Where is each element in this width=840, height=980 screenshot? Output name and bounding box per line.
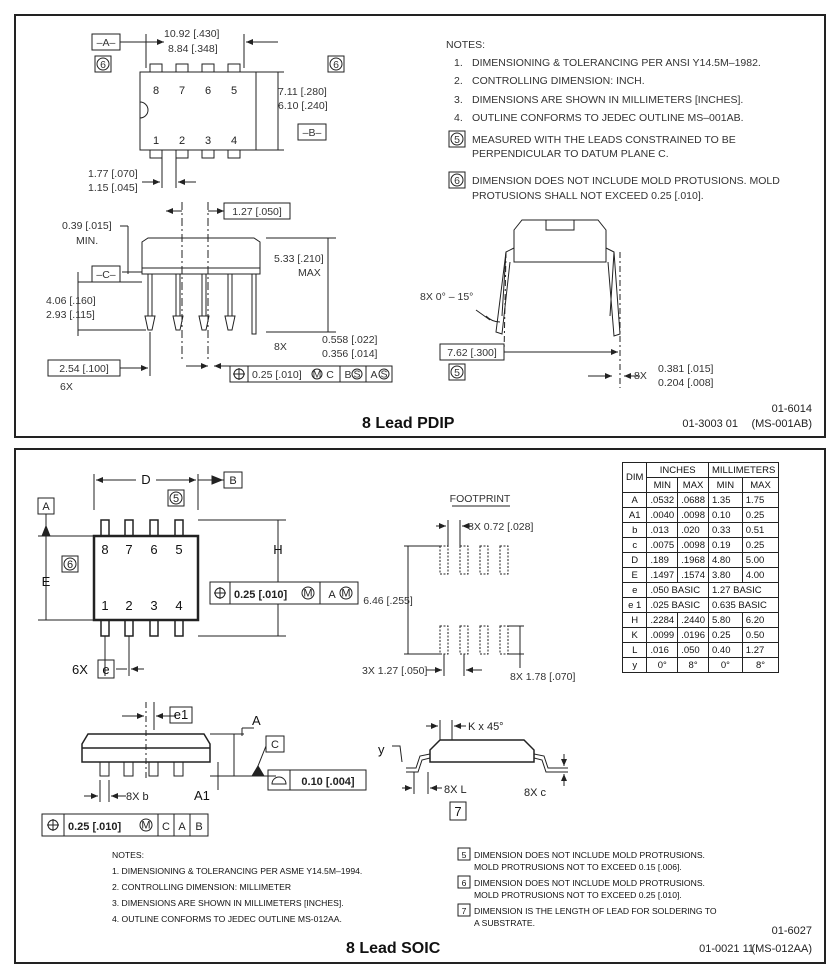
pdip-standoff: 0.39 [.015] <box>62 220 112 232</box>
table-cell: .1497 <box>647 568 678 583</box>
table-cell: .2284 <box>647 613 678 628</box>
soic-pin-6: 6 <box>150 542 158 557</box>
soic-pin-4: 4 <box>175 598 183 613</box>
soic-dim-d: D <box>141 472 151 487</box>
soic-note7-ref: 7 <box>454 804 462 819</box>
table-cell: .050 BASIC <box>647 583 709 598</box>
table-cell: .025 BASIC <box>647 598 709 613</box>
pdip-note-3: DIMENSIONS ARE SHOWN IN MILLIMETERS [INCHES]. <box>472 94 744 106</box>
pdip-note-4: OUTLINE CONFORMS TO JEDEC OUTLINE MS–001AB. <box>472 112 744 124</box>
table-cell: c <box>623 538 647 553</box>
soic-fp-width: 8X 0.72 [.028] <box>468 521 534 533</box>
table-cell: 0.50 <box>742 628 779 643</box>
soic-note6-ref: 6 <box>66 559 74 571</box>
pdip-fcf-m: M <box>312 368 322 381</box>
table-cell: .020 <box>678 523 709 538</box>
soic-pin-7: 7 <box>125 542 133 557</box>
pdip-wid-max: 7.11 [.280] <box>278 86 327 98</box>
soic-footprint-pads <box>440 546 508 654</box>
table-cell: .013 <box>647 523 678 538</box>
table-cell: .0098 <box>678 508 709 523</box>
table-cell: 8° <box>742 658 779 673</box>
soic-note-1: 1. DIMENSIONING & TOLERANCING PER ASME Y14.5M–1994. <box>112 866 363 876</box>
table-header-dim: DIM <box>623 463 647 493</box>
table-cell: 0.10 <box>708 508 742 523</box>
table-cell: .1574 <box>678 568 709 583</box>
soic-note-3: 3. DIMENSIONS ARE SHOWN IN MILLIMETERS [INCHES]. <box>112 898 344 908</box>
table-cell: H <box>623 613 647 628</box>
pdip-note-5: MEASURED WITH THE LEADS CONSTRAINED TO BE <box>472 134 736 146</box>
table-cell: y <box>623 658 647 673</box>
datum-c-label: –C– <box>96 269 116 281</box>
soic-fcf-bottom-b: B <box>195 821 203 833</box>
pdip-note-3-num: 3. <box>454 94 463 106</box>
note6-ref-right: 6 <box>333 59 339 71</box>
pdip-pin-5: 5 <box>230 85 238 97</box>
table-row <box>623 598 779 613</box>
soic-pin-8: 8 <box>101 542 109 557</box>
table-header-in-min: MIN <box>647 478 678 493</box>
soic-code-3: (MS-012AA) <box>751 943 812 955</box>
table-cell: D <box>623 553 647 568</box>
table-cell: 1.75 <box>742 493 779 508</box>
pdip-pitch: 1.27 [.050] <box>232 206 282 218</box>
table-cell: e 1 <box>623 598 647 613</box>
soic-side-note-7-num: 7 <box>461 906 467 916</box>
soic-fp-pitch: 3X 1.27 [.050] <box>362 665 428 677</box>
soic-side-note-7b: A SUBSTRATE. <box>474 918 535 928</box>
soic-fcf-top-tol: 0.25 [.010] <box>234 589 288 601</box>
soic-fp-len: 8X 1.78 [.070] <box>510 671 576 683</box>
pdip-code-1: 01-6014 <box>771 403 812 415</box>
pdip-pin-1: 1 <box>152 135 160 147</box>
pdip-thk-min: 0.204 [.008] <box>658 377 714 389</box>
table-cell: .0532 <box>647 493 678 508</box>
table-row <box>623 613 779 628</box>
table-cell: e <box>623 583 647 598</box>
table-cell: 1.27 <box>742 643 779 658</box>
table-cell: 5.00 <box>742 553 779 568</box>
soic-datum-b: B <box>229 475 237 487</box>
table-cell: A1 <box>623 508 647 523</box>
soic-8xc: 8X c <box>524 787 547 799</box>
soic-y: y <box>378 742 385 757</box>
pdip-top-leads <box>150 64 240 158</box>
table-cell: 6.20 <box>742 613 779 628</box>
soic-e1: e1 <box>173 707 189 722</box>
table-cell: .1968 <box>678 553 709 568</box>
soic-e-sym: e <box>102 662 110 677</box>
soic-fcf-top-m2: M <box>341 587 351 600</box>
table-cell: .2440 <box>678 613 709 628</box>
soic-fcf-bottom-a: A <box>178 821 186 833</box>
table-cell: 0.33 <box>708 523 742 538</box>
table-cell: 4.80 <box>708 553 742 568</box>
table-header-mm-min: MIN <box>708 478 742 493</box>
table-cell: K <box>623 628 647 643</box>
pdip-fcf-s1: S <box>353 368 361 381</box>
table-cell: 0.25 <box>742 538 779 553</box>
pdip-wid-min: 6.10 [.240] <box>278 100 328 112</box>
pdip-pad-min: 1.15 [.045] <box>88 182 138 194</box>
table-row <box>623 628 779 643</box>
table-cell: 0.25 <box>708 628 742 643</box>
soic-8xb: 8X b <box>126 791 149 803</box>
pdip-pad-max: 1.77 [.070] <box>88 168 138 180</box>
pdip-note-2: CONTROLLING DIMENSION: INCH. <box>472 75 645 87</box>
pdip-note-1-num: 1. <box>454 57 463 69</box>
pdip-title: 8 Lead PDIP <box>362 415 455 432</box>
pdip-height: 5.33 [.210] <box>274 253 324 265</box>
pdip-leadw-qty: 8X <box>274 341 287 353</box>
table-cell: .0196 <box>678 628 709 643</box>
table-row <box>623 493 779 508</box>
pdip-body-side-view <box>142 238 260 274</box>
pdip-note-5-num: 5 <box>454 134 460 146</box>
table-cell: 0.51 <box>742 523 779 538</box>
pdip-row-pitch: 2.54 [.100] <box>59 363 109 375</box>
table-cell: 0.40 <box>708 643 742 658</box>
soic-6x: 6X <box>72 662 88 677</box>
table-cell: 4.00 <box>742 568 779 583</box>
soic-side-note-5: DIMENSION DOES NOT INCLUDE MOLD PROTRUSIONS. <box>474 850 705 860</box>
soic-pin-5: 5 <box>175 542 183 557</box>
pdip-code-3: (MS-001AB) <box>751 418 812 430</box>
pdip-len-max: 10.92 [.430] <box>164 28 220 40</box>
pdip-note-6: DIMENSION DOES NOT INCLUDE MOLD PROTUSIONS. MOLD <box>472 175 780 187</box>
table-cell: L <box>623 643 647 658</box>
pdip-notes-heading: NOTES: <box>446 39 486 51</box>
soic-panel <box>14 448 826 964</box>
soic-dim-a: A <box>252 713 261 728</box>
table-row <box>623 538 779 553</box>
pdip-note-5b: PERPENDICULAR TO DATUM PLANE C. <box>472 148 669 160</box>
soic-fcf-top-m: M <box>303 587 313 600</box>
table-cell: 0° <box>708 658 742 673</box>
pdip-fcf-b: B <box>344 369 352 381</box>
pdip-notch <box>140 102 148 118</box>
soic-fcf-bottom-m: M <box>141 819 151 832</box>
soic-note-2: 2. CONTROLLING DIMENSION: MILLIMETER <box>112 882 292 892</box>
table-cell: 1.35 <box>708 493 742 508</box>
pdip-pin-4: 4 <box>230 135 238 147</box>
pdip-fcf-c: C <box>326 369 334 381</box>
soic-pin-3: 3 <box>150 598 158 613</box>
pdip-end-view <box>496 220 620 336</box>
soic-code-1: 01-6027 <box>771 925 812 937</box>
table-cell: .0075 <box>647 538 678 553</box>
pdip-standoff-min: MIN. <box>76 235 99 247</box>
pdip-fcf-s2: S <box>380 368 388 381</box>
table-header-mm: MILLIMETERS <box>708 463 778 478</box>
soic-flatness: 0.10 [.004] <box>301 776 355 788</box>
pdip-note-6-num: 6 <box>454 175 460 187</box>
pdip-row-spacing: 7.62 [.300] <box>447 347 497 359</box>
table-cell: 8° <box>678 658 709 673</box>
table-cell: 3.80 <box>708 568 742 583</box>
soic-side-note-6: DIMENSION DOES NOT INCLUDE MOLD PROTRUSIONS. <box>474 878 705 888</box>
soic-dim-a1: A1 <box>194 788 210 803</box>
soic-footprint-title: FOOTPRINT <box>449 493 511 505</box>
pdip-height-max: MAX <box>298 267 321 279</box>
pdip-note-6b: PROTUSIONS SHALL NOT EXCEED 0.25 [.010]. <box>472 190 704 202</box>
table-cell: .016 <box>647 643 678 658</box>
pdip-panel <box>14 14 826 438</box>
soic-top-leads <box>101 520 183 636</box>
table-cell: 5.80 <box>708 613 742 628</box>
pdip-pin-6: 6 <box>204 85 212 97</box>
table-cell: 0.19 <box>708 538 742 553</box>
pdip-lead-len-min: 2.93 [.115] <box>46 309 95 321</box>
pdip-leadw-max: 0.558 [.022] <box>322 334 378 346</box>
pdip-thk-qty: 8X <box>634 370 647 382</box>
soic-datum-a: A <box>42 501 50 513</box>
pdip-note-4-num: 4. <box>454 112 463 124</box>
pdip-row-qty: 6X <box>60 381 73 393</box>
table-header-mm-max: MAX <box>742 478 779 493</box>
soic-side-note-7: DIMENSION IS THE LENGTH OF LEAD FOR SOLDERING TO <box>474 906 717 916</box>
table-row <box>623 568 779 583</box>
soic-side-note-6b: MOLD PROTRUSIONS NOT TO EXCEED 0.25 [.010]. <box>474 890 682 900</box>
table-cell: .0099 <box>647 628 678 643</box>
table-cell: 0.25 <box>742 508 779 523</box>
soic-note5-ref: 5 <box>172 493 180 505</box>
table-cell: 0° <box>647 658 678 673</box>
table-row <box>623 643 779 658</box>
pdip-fcf-a: A <box>370 369 378 381</box>
soic-note-4: 4. OUTLINE CONFORMS TO JEDEC OUTLINE MS-012AA. <box>112 914 342 924</box>
table-cell: 1.27 BASIC <box>708 583 778 598</box>
soic-side-note-6-num: 6 <box>461 878 467 888</box>
table-cell: E <box>623 568 647 583</box>
soic-fcf-bottom-tol: 0.25 [.010] <box>68 821 122 833</box>
table-cell: .189 <box>647 553 678 568</box>
table-cell: .050 <box>678 643 709 658</box>
datum-a-label: –A– <box>96 37 116 49</box>
table-cell: 0.635 BASIC <box>708 598 778 613</box>
soic-dim-h: H <box>273 542 283 557</box>
soic-title: 8 Lead SOIC <box>346 940 441 957</box>
table-header-in-max: MAX <box>678 478 709 493</box>
soic-code-2: 01-0021 11 <box>699 943 754 955</box>
pdip-code-2: 01-3003 01 <box>682 418 738 430</box>
pdip-drawing <box>16 16 824 436</box>
table-cell: .0688 <box>678 493 709 508</box>
note6-ref-left: 6 <box>100 59 106 71</box>
pdip-note-1: DIMENSIONING & TOLERANCING PER ANSI Y14.5M–1982. <box>472 57 761 69</box>
pdip-leadw-min: 0.356 [.014] <box>322 348 378 360</box>
table-row <box>623 553 779 568</box>
pdip-pin-7: 7 <box>178 85 186 97</box>
table-row <box>623 523 779 538</box>
pdip-side-leads <box>145 274 256 334</box>
pdip-pin-2: 2 <box>178 135 186 147</box>
soic-fcf-top-a: A <box>328 589 336 601</box>
pdip-pin-3: 3 <box>204 135 212 147</box>
datum-b-label: –B– <box>302 127 322 139</box>
soic-notes-heading: NOTES: <box>112 850 144 860</box>
soic-side-note-5b: MOLD PROTRUSIONS NOT TO EXCEED 0.15 [.006]. <box>474 862 682 872</box>
soic-pin-1: 1 <box>101 598 109 613</box>
pdip-note5-ref: 5 <box>454 367 460 379</box>
table-cell: .0040 <box>647 508 678 523</box>
soic-dim-e: E <box>41 574 51 589</box>
soic-fcf-bottom-c: C <box>162 821 170 833</box>
soic-k: K x 45° <box>468 721 504 733</box>
soic-side-note-5-num: 5 <box>461 850 467 860</box>
table-row <box>623 658 779 673</box>
soic-dim-table <box>622 462 779 673</box>
pdip-thk-max: 0.381 [.015] <box>658 363 714 375</box>
soic-pin-2: 2 <box>125 598 133 613</box>
pdip-len-min: 8.84 [.348] <box>168 43 218 55</box>
soic-8xl: 8X L <box>444 784 467 796</box>
table-cell: A <box>623 493 647 508</box>
table-row <box>623 583 779 598</box>
pdip-lead-len-max: 4.06 [.160] <box>46 295 96 307</box>
pdip-note-2-num: 2. <box>454 75 463 87</box>
pdip-angle: 8X 0° – 15° <box>420 291 474 303</box>
table-cell: b <box>623 523 647 538</box>
soic-fp-span: 6.46 [.255] <box>363 595 413 607</box>
table-row <box>623 508 779 523</box>
soic-end-view <box>406 740 560 772</box>
pdip-fcf-tol: 0.25 [.010] <box>252 369 302 381</box>
soic-datum-c: C <box>271 739 279 751</box>
table-cell: .0098 <box>678 538 709 553</box>
pdip-pin-8: 8 <box>152 85 160 97</box>
table-header-inches: INCHES <box>647 463 709 478</box>
